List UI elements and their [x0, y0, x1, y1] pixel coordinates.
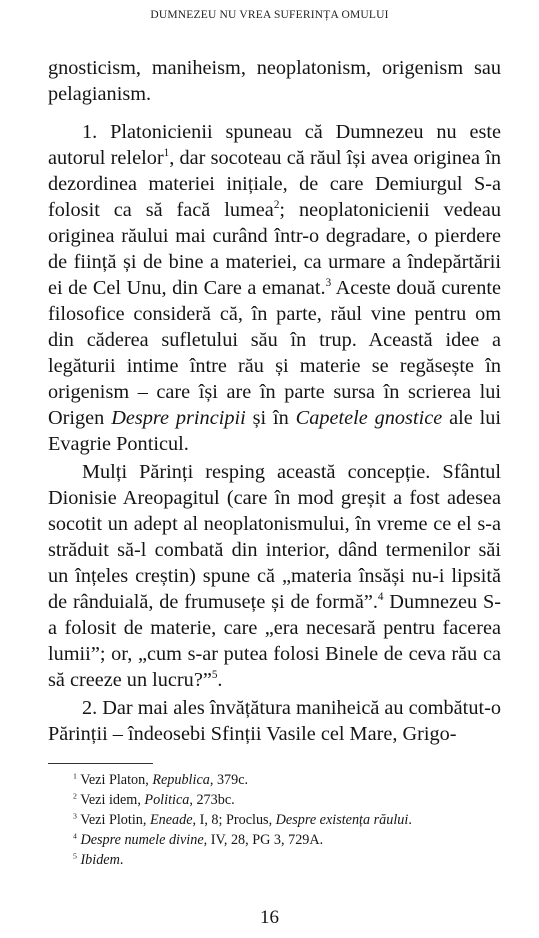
footnote-5: $^5$ Ibidem.: [73, 851, 124, 868]
footnote-4: $^4$ Despre numele divine, IV, 28, PG 3, 729A.: [73, 831, 324, 848]
footnote-ref-2: 2: [273, 199, 280, 212]
paragraph-dionysius: Mulți Părinți resping această concepție. Sfântul Dionisie Areopagitul (care în mod greșit a fost adesea socotit un adept al neoplatonismului, în vreme ce el s-a străduit să-l combată din interior, dând termenilor săi un înțeles creștin) spune că „materia însăși nu-i lipsită de rânduială, de frumusețe și de formă”.$^4$ Dumnezeu S-a folosit de materie, care „era necesară pentru facerea lumii”; or, „cum s-ar putea folosi Binele de ceva rău ca să creeze un lucru?”$^5$.: [48, 461, 501, 691]
footnote-ref-5: 5: [211, 669, 218, 682]
paragraph-manichaeism: 2. Dar mai ales învățătura maniheică au combătut-o Părinții – îndeosebi Sfinții Vasile cel Mare, Grigo-: [48, 697, 501, 745]
footnote-3: $^3$ Vezi Plotin, Eneade, I, 8; Proclus, Despre existența răului.: [73, 811, 412, 828]
footnote-ref-4: 4: [377, 591, 384, 604]
footnotes: [48, 770, 501, 870]
footnote-separator: [48, 763, 153, 764]
work-title-despre-principii: Despre principii: [111, 407, 246, 429]
paragraph-intro: gnosticism, maniheism, neoplatonism, origenism sau pelagianism.: [48, 57, 501, 105]
paragraph-platonism: 1. Platonicienii spuneau că Dumnezeu nu este autorul relelor$^1$, dar socoteau că răul își avea originea în dezordinea materiei inițiale, de care Demiurgul S-a folosit ca să facă lumea$^2$; neoplatonicienii vedeau originea răului mai curând într-o degradare, o pierdere de ființă și de bine a materiei, ca urmare a îndepărtării ei de Cel Unu, din Care a emanat.$^3$ Aceste două curente filosofice consideră că, în parte, răul vine pentru om din căderea sufletului său în trup. Această idee a legăturii intime între rău și materie se regăsește în origenism – care își are în parte sursa în scrierea lui Origen Despre principii și în Capetele gnostice ale lui Evagrie Ponticul.: [48, 121, 502, 455]
footnote-ref-3: 3: [325, 277, 332, 290]
work-title-capetele-gnostice: Capetele gnostice: [295, 407, 443, 429]
footnote-1: $^1$ Vezi Platon, Republica, 379c.: [73, 771, 249, 788]
main-text: [48, 55, 501, 747]
running-header: DUMNEZEU NU VREA SUFERINȚA OMULUI: [150, 9, 389, 21]
footnote-ref-1: 1: [163, 147, 170, 160]
footnote-2: $^2$ Vezi idem, Politica, 273bc.: [73, 791, 235, 808]
page-number: 16: [260, 907, 279, 928]
